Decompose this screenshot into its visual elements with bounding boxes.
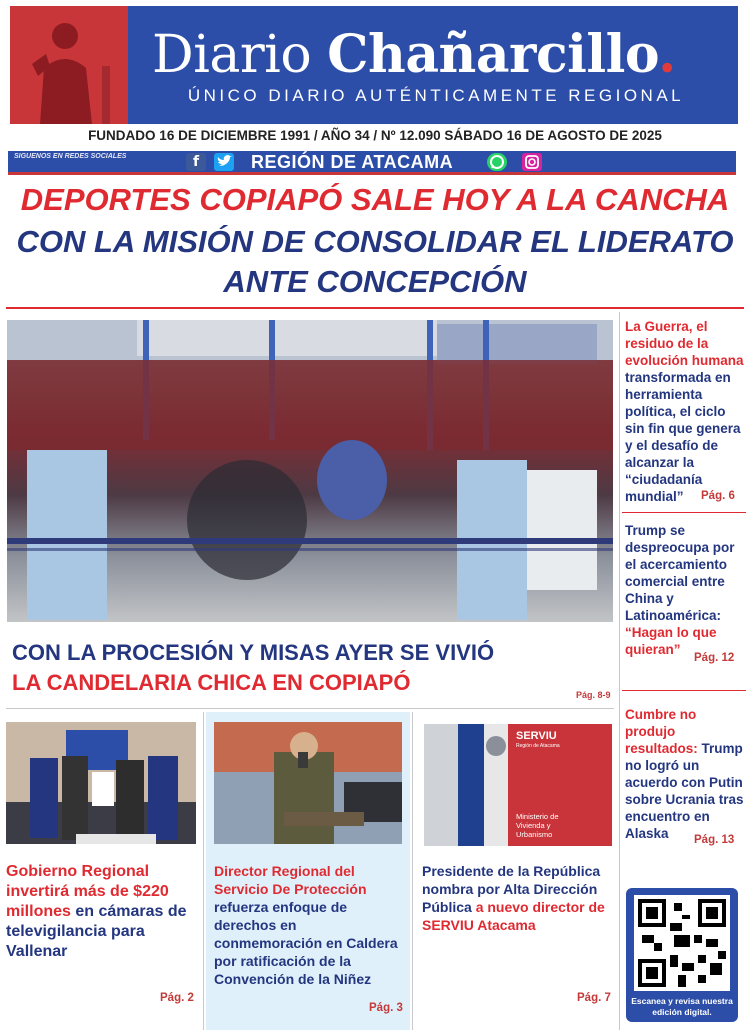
qr-code-box[interactable] xyxy=(626,888,738,1022)
whatsapp-icon[interactable] xyxy=(487,153,507,171)
stories-divider xyxy=(6,708,614,709)
procession-photo[interactable] xyxy=(7,320,613,622)
newspaper-title: Diario Chañarcillo. xyxy=(152,24,676,85)
headline-line-3: ANTE CONCEPCIÓN xyxy=(223,264,527,299)
story-serviu-page: Pág. 7 xyxy=(577,992,611,1004)
main-page-ref: Pág. 8-9 xyxy=(576,690,611,700)
serviu-region: Región de Atacama xyxy=(516,743,560,749)
story-director-page: Pág. 3 xyxy=(369,1002,403,1014)
main-caption-line-2: LA CANDELARIA CHICA EN COPIAPÓ xyxy=(12,670,411,695)
masthead-statue-photo xyxy=(10,6,128,124)
headline-line-2: CON LA MISIÓN DE CONSOLIDAR EL LIDERATO xyxy=(16,224,734,259)
serviu-brand: SERVIU xyxy=(516,730,557,742)
sidebar-item-guerra[interactable]: La Guerra, el residuo de la evolución humana transformada en herramienta política, el ciclo sin fin que genera y el desafío de alcanzar la “ciudadanía mundial” xyxy=(625,319,744,504)
story-separator xyxy=(412,712,413,1030)
story-separator xyxy=(203,712,204,1030)
sidebar-divider xyxy=(619,312,620,1030)
facebook-icon[interactable]: f xyxy=(186,153,206,171)
dateline: FUNDADO 16 DE DICIEMBRE 1991 / AÑO 34 / Nº 12.090 SÁBADO 16 DE AGOSTO DE 2025 xyxy=(88,128,662,143)
sidebar-item-trump-china-page: Pág. 12 xyxy=(694,652,735,664)
qr-caption: Escanea y revisa nuestra edición digital. xyxy=(631,996,733,1017)
story-gobierno-regional[interactable] xyxy=(6,712,202,1030)
instagram-icon[interactable] xyxy=(522,153,542,171)
headline-divider xyxy=(6,307,744,309)
serviu-ministry: Ministerio de Vivienda y Urbanismo xyxy=(516,812,559,839)
masthead xyxy=(10,6,738,124)
story-gobierno-photo xyxy=(6,722,196,844)
newspaper-slogan: ÚNICO DIARIO AUTÉNTICAMENTE REGIONAL xyxy=(187,86,685,105)
story-gobierno-text: Gobierno Regional invertirá más de $220 millones en cámaras de televigilancia para Vallenar xyxy=(6,863,187,960)
headline-line-1: DEPORTES COPIAPÓ SALE HOY A LA CANCHA xyxy=(20,182,730,217)
sidebar-rule xyxy=(622,512,746,513)
social-bar xyxy=(8,151,736,175)
sidebar-rule xyxy=(622,690,746,691)
story-director-text: Director Regional del Servicio De Protección refuerza enfoque de derechos en conmemoración en Caldera por ratificación de la Convención de la Niñez xyxy=(214,863,398,987)
sidebar-item-trump-china[interactable]: Trump se despreocupa por el acercamiento comercial entre China y Latinoamérica: “Hagan lo que quieran” xyxy=(625,523,735,657)
story-serviu-photo xyxy=(424,724,612,846)
sidebar-item-trump-putin-page: Pág. 13 xyxy=(694,834,735,846)
follow-label: SIGUENOS EN REDES SOCIALES xyxy=(14,153,127,160)
story-director-photo xyxy=(214,722,402,844)
twitter-icon[interactable] xyxy=(214,153,234,171)
sidebar-item-trump-putin[interactable]: Cumbre no produjo resultados: Trump no logró un acuerdo con Putin sobre Ucrania tras encuentro en Alaska xyxy=(625,707,744,841)
story-director-regional[interactable] xyxy=(206,712,410,1030)
main-caption-line-1: CON LA PROCESIÓN Y MISAS AYER SE VIVIÓ xyxy=(12,640,495,665)
story-gobierno-page: Pág. 2 xyxy=(160,992,194,1004)
region-label: REGIÓN DE ATACAMA xyxy=(251,152,454,172)
qr-code[interactable] xyxy=(634,895,730,991)
story-serviu-text: Presidente de la República nombra por Alta Dirección Pública a nuevo director de SERVIU Atacama xyxy=(422,863,605,933)
story-serviu[interactable] xyxy=(416,712,616,1030)
sidebar-item-guerra-page: Pág. 6 xyxy=(701,490,735,502)
